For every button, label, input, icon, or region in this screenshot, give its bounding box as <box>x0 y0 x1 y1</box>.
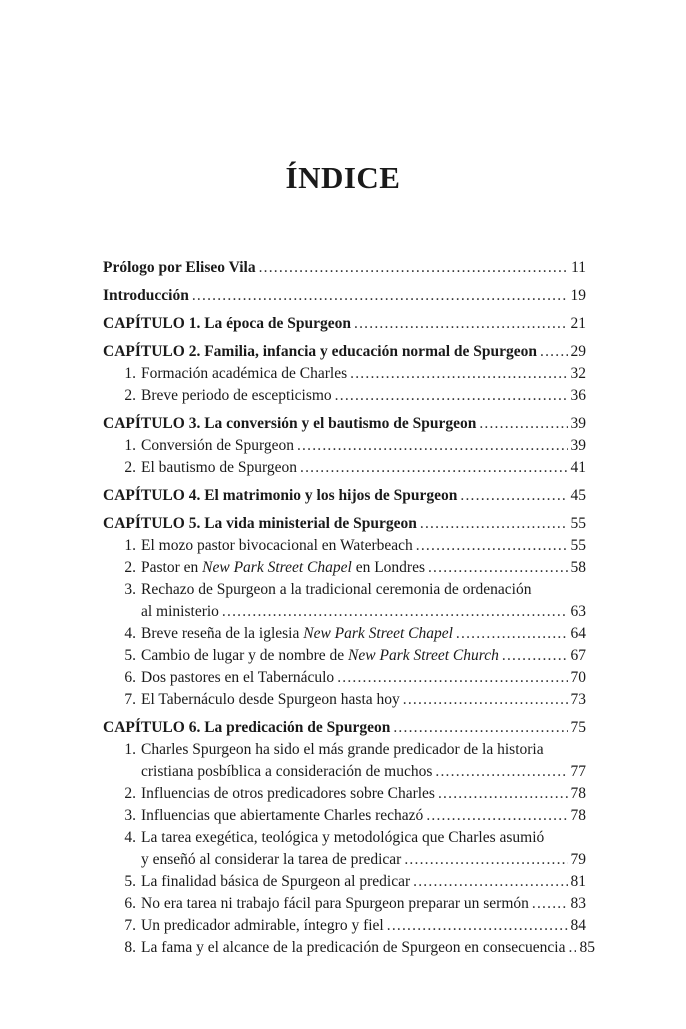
toc-section-entry <box>103 739 586 761</box>
toc-chapter-entry <box>103 485 586 507</box>
toc-entry-title: Influencias que abiertamente Charles rechazó <box>141 807 424 824</box>
toc-chapter-entry <box>103 413 586 435</box>
toc-page-number: 32 <box>570 365 586 382</box>
toc-entry-title: cristiana posbíblica a consideración de muchos <box>141 763 433 780</box>
toc-entry-title: CAPÍTULO 2. Familia, infancia y educación normal de Spurgeon <box>103 343 538 360</box>
toc-page-number: 77 <box>570 763 586 780</box>
toc-entry-title <box>141 623 453 645</box>
toc-section-entry <box>103 783 586 805</box>
toc-section-entry <box>103 871 586 893</box>
toc-page-number: 39 <box>570 437 586 454</box>
toc-section-entry <box>103 385 586 407</box>
toc-leader-dots <box>387 915 568 937</box>
toc-entry-title-italic: New Park Street Chapel <box>202 559 352 576</box>
toc-entry-number: 7. <box>124 917 136 934</box>
toc-leader-dots <box>259 257 568 279</box>
toc-page-number: 11 <box>571 259 586 276</box>
toc-page-number: 79 <box>570 851 586 868</box>
toc-leader-dots <box>420 513 568 535</box>
toc-leader-dots <box>426 805 567 827</box>
toc-leader-dots <box>350 363 567 385</box>
toc-section-entry <box>103 557 586 579</box>
toc-page-number: 36 <box>570 387 586 404</box>
toc-entry-title: La finalidad básica de Spurgeon al predicar <box>141 873 411 890</box>
toc-leader-dots <box>404 849 567 871</box>
toc-entry-number: 1. <box>124 741 136 758</box>
toc-entry-title <box>141 645 499 667</box>
toc-page-number: 21 <box>570 315 586 332</box>
toc-entry-number: 2. <box>124 559 136 576</box>
toc-entry-title-part: en Londres <box>351 559 425 576</box>
toc-section-entry <box>103 535 586 557</box>
toc-entry-title: El mozo pastor bivocacional en Waterbeach <box>141 537 413 554</box>
toc-section-entry <box>103 579 586 601</box>
toc-page-number: 67 <box>570 647 586 664</box>
toc-leader-dots <box>438 783 568 805</box>
toc-leader-dots <box>532 893 568 915</box>
toc-page-number: 85 <box>579 939 595 956</box>
toc-entry-title: Introducción <box>103 287 189 304</box>
toc-entry-number: 8. <box>124 939 136 956</box>
toc-entry-number: 1. <box>124 437 136 454</box>
toc-entry-title: Rechazo de Spurgeon a la tradicional ceremonia de ordenación <box>141 581 532 598</box>
toc-section-entry <box>103 645 586 667</box>
toc-entry-title: Prólogo por Eliseo Vila <box>103 259 256 276</box>
toc-section-entry <box>103 937 595 959</box>
toc-section-entry <box>103 761 586 783</box>
toc-leader-dots <box>456 623 568 645</box>
toc-entry-number: 2. <box>124 459 136 476</box>
toc-entry-title: Dos pastores en el Tabernáculo <box>141 669 335 686</box>
toc-section-entry <box>103 689 586 711</box>
toc-entry-title-part: Cambio de lugar y de nombre de <box>141 647 349 664</box>
toc-section-entry <box>103 893 586 915</box>
toc-entry-title: No era tarea ni trabajo fácil para Spurgeon preparar un sermón <box>141 895 529 912</box>
toc-chapter-entry <box>103 313 586 335</box>
toc-entry-title: Formación académica de Charles <box>141 365 348 382</box>
toc-section-entry <box>103 457 586 479</box>
toc-entry-number: 4. <box>124 829 136 846</box>
toc-page-number: 58 <box>570 559 586 576</box>
toc-entry-title: CAPÍTULO 5. La vida ministerial de Spurgeon <box>103 515 417 532</box>
toc-leader-dots <box>502 645 568 667</box>
toc-entry-title: El bautismo de Spurgeon <box>141 459 297 476</box>
toc-leader-dots <box>335 385 568 407</box>
toc-leader-dots <box>192 285 568 307</box>
toc-leader-dots <box>568 937 576 959</box>
toc-entry-title: al ministerio <box>141 603 219 620</box>
toc-entry-number: 5. <box>124 873 136 890</box>
toc-section-entry <box>103 363 586 385</box>
toc-page-number: 75 <box>570 719 586 736</box>
toc-leader-dots <box>300 457 568 479</box>
toc-entry-title: CAPÍTULO 4. El matrimonio y los hijos de Spurgeon <box>103 487 458 504</box>
toc-chapter-entry <box>103 717 586 739</box>
toc-page-number: 39 <box>570 415 586 432</box>
toc-leader-dots <box>416 535 568 557</box>
toc-entry-title: Breve periodo de escepticismo <box>141 387 332 404</box>
toc-entry-title-part: Breve reseña de la iglesia <box>141 625 304 642</box>
toc-page-number: 19 <box>570 287 586 304</box>
toc-page-number: 70 <box>570 669 586 686</box>
toc-leader-dots <box>428 557 568 579</box>
toc-entry-title-italic: New Park Street Chapel <box>303 625 453 642</box>
toc-leader-dots <box>337 667 567 689</box>
toc-entry-number: 6. <box>124 895 136 912</box>
toc-leader-dots <box>435 761 567 783</box>
toc-page-number: 78 <box>570 785 586 802</box>
toc-entry-title: Un predicador admirable, íntegro y fiel <box>141 917 384 934</box>
toc-section-entry <box>103 805 586 827</box>
toc-entry-number: 1. <box>124 537 136 554</box>
toc-section-entry <box>103 435 586 457</box>
toc-leader-dots <box>479 413 567 435</box>
toc-page-number: 64 <box>570 625 586 642</box>
toc-page-number: 45 <box>570 487 586 504</box>
toc-entry-title: CAPÍTULO 6. La predicación de Spurgeon <box>103 719 391 736</box>
toc-entry-title-part: Pastor en <box>141 559 203 576</box>
toc-leader-dots <box>540 341 567 363</box>
toc-page-number: 78 <box>570 807 586 824</box>
toc-chapter-entry <box>103 285 586 307</box>
toc-leader-dots <box>297 435 568 457</box>
toc-entry-title: Influencias de otros predicadores sobre Charles <box>141 785 435 802</box>
toc-entry-title <box>141 557 425 579</box>
toc-leader-dots <box>413 871 567 893</box>
toc-entry-title-italic: New Park Street Church <box>348 647 499 664</box>
toc-section-entry <box>103 849 586 871</box>
toc-section-entry <box>103 623 586 645</box>
toc-page-number: 81 <box>570 873 586 890</box>
toc-entry-title: La fama y el alcance de la predicación de Spurgeon en consecuencia <box>141 939 566 956</box>
toc-entry-title: Conversión de Spurgeon <box>141 437 294 454</box>
toc-entry-title: y enseñó al considerar la tarea de predicar <box>141 851 402 868</box>
toc-chapter-entry <box>103 513 586 535</box>
toc-chapter-entry <box>103 257 586 279</box>
toc-entry-number: 7. <box>124 691 136 708</box>
toc-section-entry <box>103 827 586 849</box>
toc-chapter-entry <box>103 341 586 363</box>
toc-entry-number: 3. <box>124 807 136 824</box>
toc-page-number: 63 <box>570 603 586 620</box>
toc-leader-dots <box>393 717 567 739</box>
toc-page-number: 41 <box>570 459 586 476</box>
toc-section-entry <box>103 667 586 689</box>
toc-entry-title: La tarea exegética, teológica y metodológica que Charles asumió <box>141 829 545 846</box>
toc-page-number: 83 <box>570 895 586 912</box>
toc-page-number: 55 <box>570 537 586 554</box>
toc-section-entry <box>103 915 586 937</box>
toc-entry-title: El Tabernáculo desde Spurgeon hasta hoy <box>141 691 400 708</box>
toc-leader-dots <box>222 601 568 623</box>
table-of-contents <box>103 257 595 959</box>
toc-entry-number: 2. <box>124 785 136 802</box>
page-title: ÍNDICE <box>285 160 401 195</box>
toc-page-number: 84 <box>570 917 586 934</box>
toc-page-number: 29 <box>570 343 586 360</box>
toc-leader-dots <box>460 485 567 507</box>
toc-entry-title: CAPÍTULO 3. La conversión y el bautismo de Spurgeon <box>103 415 477 432</box>
toc-entry-number: 1. <box>124 365 136 382</box>
toc-entry-number: 4. <box>124 625 136 642</box>
toc-entry-number: 2. <box>124 387 136 404</box>
toc-leader-dots <box>403 689 568 711</box>
toc-entry-title: CAPÍTULO 1. La época de Spurgeon <box>103 315 352 332</box>
toc-entry-number: 3. <box>124 581 136 598</box>
toc-entry-title: Charles Spurgeon ha sido el más grande predicador de la historia <box>141 741 544 758</box>
toc-entry-number: 6. <box>124 669 136 686</box>
toc-entry-number: 5. <box>124 647 136 664</box>
toc-page-number: 73 <box>570 691 586 708</box>
toc-section-entry <box>103 601 586 623</box>
toc-leader-dots <box>354 313 567 335</box>
toc-page-number: 55 <box>570 515 586 532</box>
